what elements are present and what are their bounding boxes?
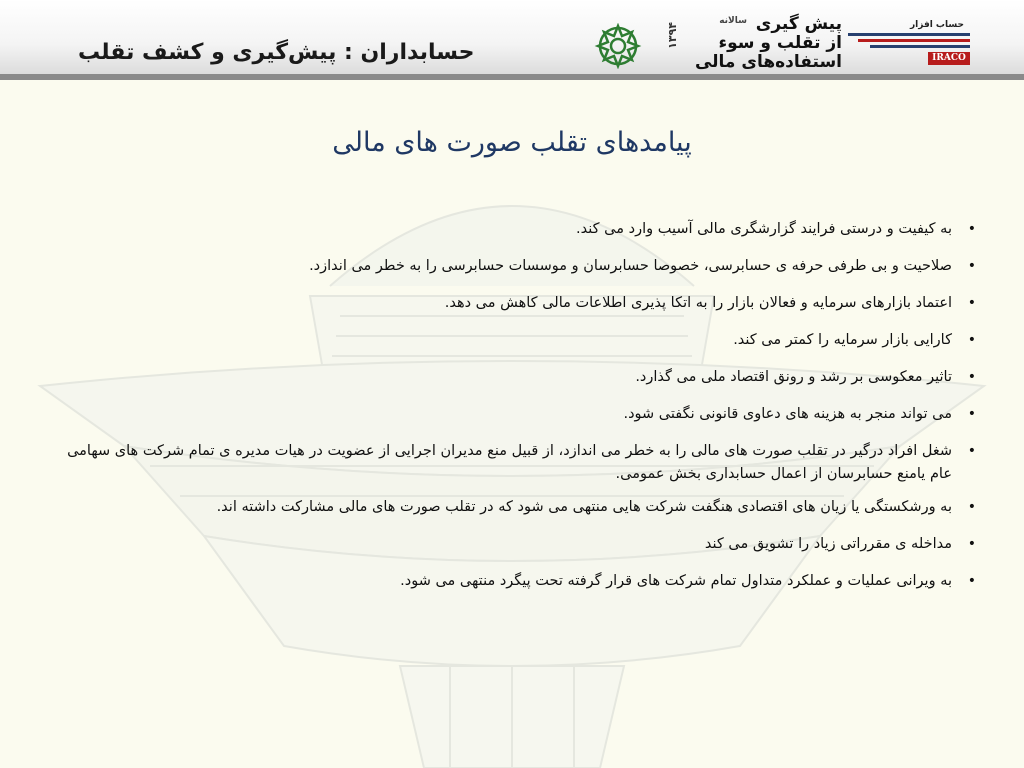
bullet-dot: • bbox=[967, 443, 976, 459]
bullet-dot: • bbox=[967, 332, 976, 348]
campaign-small-text: سالانه bbox=[719, 16, 747, 26]
bullet-dot: • bbox=[967, 573, 976, 589]
logo-stripe bbox=[848, 33, 970, 36]
bullet-text: تاثیر معکوسی بر رشد و رونق اقتصاد ملی می گذارد. bbox=[635, 369, 952, 385]
bullet-text: به ویرانی عملیات و عملکرد متداول تمام شرکت های قرار گرفته تحت پیگرد منتهی می شود. bbox=[400, 573, 952, 589]
bullet-text: می تواند منجر به هزینه های دعاوی قانونی نگفتی شود. bbox=[623, 406, 952, 422]
list-item bbox=[58, 440, 976, 486]
header-title: حسابداران : پیش‌گیری و کشف تقلب bbox=[78, 40, 475, 65]
bullet-dot: • bbox=[967, 499, 976, 515]
campaign-badge bbox=[662, 14, 842, 72]
bullet-dot: • bbox=[967, 369, 976, 385]
bullet-dot: • bbox=[967, 295, 976, 311]
list-item bbox=[58, 403, 976, 426]
bullet-text: صلاحیت و بی طرفی حرفه ی حسابرسی، خصوصا حسابرسان و موسسات حسابرسی را به خطر می اندازد. bbox=[309, 258, 952, 274]
header-banner bbox=[0, 0, 1024, 80]
campaign-line-2: از تقلب و سوء bbox=[718, 33, 842, 53]
list-item bbox=[58, 533, 976, 556]
list-item bbox=[58, 329, 976, 352]
logo-stripe bbox=[870, 45, 970, 48]
bullet-text: کارایی بازار سرمایه را کمتر می کند. bbox=[733, 332, 952, 348]
slide-title: پیامدهای تقلب صورت های مالی bbox=[332, 127, 692, 158]
iraco-logo bbox=[848, 20, 970, 66]
list-item bbox=[58, 496, 976, 519]
bullet-text: به کیفیت و درستی فرایند گزارشگری مالی آسیب وارد می کند. bbox=[576, 221, 952, 237]
bullet-text: اعتماد بازارهای سرمایه و فعالان بازار را به اتکا پذیری اطلاعات مالی کاهش می دهد. bbox=[444, 295, 952, 311]
bullet-text: به ورشکستگی یا زیان های اقتصادی هنگفت شرکت هایی منتهی می شود که در تقلب صورت های مالی مشارکت داشته اند. bbox=[216, 499, 952, 515]
bullet-text: شغل افراد درگیر در تقلب صورت های مالی را به خطر می اندازد، از قبیل منع مدیران اجرایی از عضویت در هیات مدیره ی تمام شرکت های سهامی عام یامنع حسابرسان از اعمال حسابداری بخش عمومی. bbox=[67, 443, 952, 482]
bullet-dot: • bbox=[967, 221, 976, 237]
bullet-dot: • bbox=[967, 536, 976, 552]
list-item bbox=[58, 292, 976, 315]
bullet-text: مداخله ی مقرراتی زیاد را تشویق می کند bbox=[704, 536, 952, 552]
list-item bbox=[58, 570, 976, 593]
logo-name: IRACO bbox=[928, 52, 970, 65]
city-emblem-icon bbox=[586, 23, 650, 69]
list-item bbox=[58, 255, 976, 278]
logo-caption: حساب افزار bbox=[909, 20, 964, 30]
campaign-line-3: استفاده‌های مالی bbox=[694, 52, 842, 72]
list-item bbox=[58, 218, 976, 241]
bullet-dot: • bbox=[967, 406, 976, 422]
bullet-dot: • bbox=[967, 258, 976, 274]
bullet-list bbox=[58, 218, 976, 607]
logo-stripe bbox=[858, 39, 970, 42]
list-item bbox=[58, 366, 976, 389]
campaign-line-1: پیش گیری bbox=[755, 14, 842, 34]
campaign-year: ۱۳۹۴ bbox=[666, 22, 679, 49]
